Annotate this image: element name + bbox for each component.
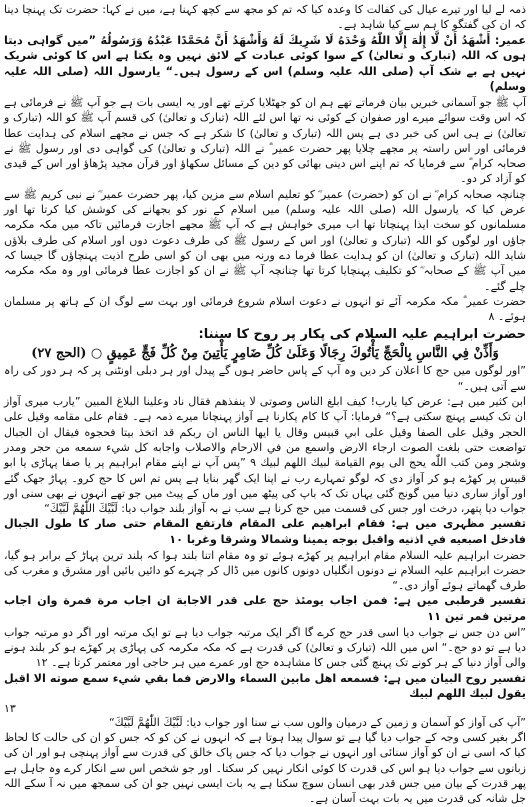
paragraph-text: آپ ﷺ جو آسمانی خبریں بیان فرماتے تھے ہم ان کو جھٹلایا کرتے تھے اور یہ ایسی بات ہے جو آپ ﷺ نے فرمائی ہے کہ اس وقت سوائے میرے اور صفوان کے کوئی نہ تھا اس لئے اللہ (تبارک و تعالیٰ) کی قسم آپ ﷺ کو اللہ (تبارک و تعالیٰ) نے ہی اس کی خبر دی ہے پس اللہ (تبارک و تعالیٰ) کا شکر ہے کہ جس نے مجھے اسلام کی ہدایت عطا فرمائی اور اس راستہ پر مجھے چلایا پھر حضرت عمیر ؓ نے اللہ (تبارک و تعالیٰ) کی گواہی دی اور رسول ﷺ نے صحابہ کرام ؓ سے فرمایا کہ تم اپنے اس دینی بھائی کو دین کے مسائل سکھاؤ اور قرآن مجید پڑھاؤ اور اس کے قیدی کو آزاد کر دو۔: [4, 95, 526, 186]
paragraph-text: ”آپ کی آواز کو آسمان و زمین کے درمیان والوں سب نے سنا اور جواب دیا: لَبَّيْكَ اللّٰهُمَّ لَبَّيْكَ“: [108, 715, 526, 729]
paragraph-text: ”اس دن جس نے جواب دیا اسی قدر حج کرے گا اگر ایک مرتبہ جواب دیا ہے تو ایک مرتبہ اور اگر دو مرتبہ جواب دیا ہے تو دو حج۔“ اس میں اللہ (تبارک و تعالیٰ) کی قدرت ہے کہ مکہ مکرمہ کی پہاڑی پر کھڑے ہو کر بلند ہونے والی آواز دنیا کے ہر کونے تک پہنچ گئی جس کا مشاہدہ حج اور عمرے میں ہر حاجی اور معتمر کرتا ہے۔ ۱۲: [4, 625, 526, 670]
paragraph-text: چنانچہ صحابہ کرام ؓ نے ان کو (حضرت) عمیر ؓ کو تعلیم اسلام سے مزین کیا، پھر حضرت عمیر ؓ نے نبی کریم ﷺ سے عرض کیا کہ یارسول اللہ (صلی اللہ علیہ وسلم) میں اسلام کے نور کو بجھانے کی کوشش کیا کرتا تھا اور مسلمانوں کو سخت ایذا پہنچاتا تھا اب میری خواہش ہے کہ آپ ﷺ مجھے اجازت فرمائیں تاکہ میں مکہ مکرمہ جاؤں اور لوگوں کو اللہ (تبارک و تعالیٰ) اور اس کے رسول ﷺ کی طرف دعوت دوں اور اسلام کی طرف بلاؤں شاید اللہ (تبارک و تعالیٰ) ان کو ہدایت عطا فرما دے ورنہ میں بھی ان کو اسی طرح اذیت پہنچاؤں گا جیسا کہ میں آپ ﷺ کے صحابہ ؓ کو تکلیف پہنچایا کرتا تھا چنانچہ آپ ﷺ نے ان کو اجازت عطا فرمائی اور وہ مکہ مکرمہ چلے گئے۔: [4, 187, 526, 293]
paragraph-text: ابن کثیر میں ہے: عرض کیا یارب! کیف ابلغ الناس وصوتی لا ینفذھم فقال ناد وعلینا البلاغ المبین ”یارب میری آواز ان تک کیسے پہنچ سکتی ہے؟“ فرمایا: آپ کا کام پکارنا ہے آواز پہنچانا میرے ذمہ ہے۔ فقام على مقامه وقيل على الحجر وقيل على الصفا وقيل على ابي قبيس وقال يا ايها الناس ان ربكم قد اتخذ بيتا فحجوه فيقال ان الجبال تواضعت حتى بلغت الصوت ارجاء الارض واسمع من في الارحام والاصلاب واجابه كل شيء سمعه من حجر ومدر وشجر ومن كتب اللّٰه يحج الى يوم القيامة لبيك اللهم لبيك ۹ ”پس آپ نے اپنے مقام ابراہیم پر یا صفا پہاڑی یا ابو قبیس پر کھڑے ہو کر آواز دی کہ لوگو تمہارے رب نے اپنا ایک گھر بنایا ہے پس تم اس کا حج کرو۔ پہاڑ جھک گئے اور آواز ساری دنیا میں گونج گئی یہاں تک کہ باپ کی پیٹھ میں اور ماں کے پیٹ میں جو تھے انہوں نے بھی سنی اور جواب دیا پتھر، درخت اور جس کی قسمت میں حج کرنا ہے سب نے بہ آواز بلند جواب دیا: لَبَّيْكَ اللّٰهُمَّ لَبَّيْكَ“: [4, 395, 526, 516]
body-paragraph: [4, 394, 526, 516]
paragraph-text: أَشْهَدُ أَنْ لَّا إِلٰهَ إِلَّا اللّٰهُ وَحْدَهُ لَا شَرِيكَ لَهُ وَأَشْهَدُ أَنَّ مُحَمَّدًا عَبْدُهُ وَرَسُولُهُ ”میں گواہی دیتا ہوں کہ اللہ (تبارک و تعالیٰ) کے سوا کوئی عبادت کے لائق نہیں وہ یکتا ہے اس کا کوئی شریک نہیں ہے بے شک آپ (صلی اللہ علیہ وسلم) اس کے رسول ہیں۔“ یارسول اللہ (صلی اللہ علیہ وسلم): [4, 33, 526, 94]
paragraph-text: ”اور لوگوں میں حج کا اعلان کر دیں وہ آپ کے پاس حاضر ہوں گے پیدل اور ہر دبلی اونٹنی پر کہ ہر دور کی راہ سے آتی ہیں۔“: [4, 364, 526, 393]
body-paragraph: [4, 294, 526, 325]
arabic-quote: [4, 671, 526, 702]
quran-verse: [4, 344, 526, 363]
body-paragraph: [4, 548, 526, 594]
body-paragraph: [4, 95, 526, 187]
paragraph-text: ذمہ لے لیا اور تیرے عیال کی کفالت کا وعدہ کیا کہ تم کو مجھ سے کچھ کہنا ہے، میں نے کہا: حضرت تک پہنچا دینا کہ ان کی گفتگو کا ہم سے کیا شاہد ہے۔: [4, 3, 526, 32]
section-heading: [4, 326, 526, 344]
citation-lead: تفسیر قرطبی میں ہے:: [393, 594, 526, 608]
paragraph-text: فقام ابراهيم على المقام فارتفع المقام حتى صار كا طول الجبال فادخل اصبعيه في اذنيه واقبل بوجه يمينا وشمالا وشرقا وغربا ۱۰: [4, 517, 526, 546]
arabic-quote: [4, 593, 526, 624]
paragraph-text: فسمعه اهل مابين السماء والارض فما بقي شيء سمع صوته الا اقبل يقول لبيك اللهم لبيك: [4, 671, 526, 701]
body-paragraph: [4, 363, 526, 394]
citation-lead: تفسیر روح البیان میں ہے:: [383, 671, 527, 685]
arabic-quote: [4, 33, 526, 95]
body-paragraph: [4, 187, 526, 294]
paragraph-text: حضرت عمیر ؓ مکہ مکرمہ آئے تو انہوں نے دعوت اسلام شروع فرمائی اور بہت سے لوگ ان کے ہاتھ پر مسلمان ہوئے۔ ۸: [4, 294, 526, 324]
paragraph-text: ۱۳: [4, 701, 16, 715]
arabic-quote: [4, 516, 526, 547]
paragraph-text: اگر بغیر کسی وجہ کے جواب دیا گیا ہے تو سوال پیدا ہوتا ہے کہ انہوں نے کن کو کہ جس کو ان کی حالت کا لحاظ کیا کہ اسی نے ان کو آواز سنائی اور انہوں نے جواب دیا کہ جس پاک خالق کی قدرت سے آواز پہنچی ہو اور ان کی زبانوں سے جواب دیا ہو اس کی قدرت کا کوئی انکار نہیں کر سکتا۔ اور جو شخص اس سے انکار کرے وہ جاہل ہے پھر قدرت کے بیان میں جس قدر بھی انسان سوچ سکتا ہے یہ بات ایسی نہیں جو ان کی سمجھ میں نہ آ سکے اللہ جل شانہ کی قدرت میں یہ بات بہت آسان ہے۔: [4, 731, 526, 806]
paragraph-text: حضرت ابراہیم علیہ السلام کی پکار پر روح کا سننا:: [198, 327, 526, 343]
paragraph-text: وَأَذِّنْ فِي النَّاسِ بِالْحَجِّ يَأْتُوكَ رِجَالًا وَعَلَىٰ كُلِّ ضَامِرٍ يَأْتِينَ مِنْ كُلِّ فَجٍّ عَمِيقٍ ○ (الحج ۲۷): [31, 346, 499, 362]
paragraph-text: حضرت ابراہیم علیہ السلام مقام ابراہیم پر کھڑے ہوئے تو وہ مقام اتنا بلند ہوا کہ بلند ترین پہاڑ کے برابر ہو گیا، حضرت ابراہیم علیہ السلام نے دونوں انگلیاں دونوں کانوں میں ڈال کر چہرے کو دائیں بائیں اور مشرق و مغرب کی طرف گھماتے ہوئے آواز دی۔“: [4, 548, 526, 593]
citation-lead: عمیر:: [494, 33, 526, 47]
body-paragraph: [4, 730, 526, 806]
body-paragraph: [4, 2, 526, 33]
footnote-number: [4, 702, 526, 715]
body-paragraph: [4, 715, 526, 730]
body-paragraph: [4, 625, 526, 671]
citation-lead: تفسیر مظہری میں ہے:: [391, 517, 526, 531]
paragraph-text: فمن اجاب يومئذ حج على قدر الاجابة ان اجاب مرة فمرة وان اجاب مرتين فمر تين ۱۱: [4, 594, 526, 624]
